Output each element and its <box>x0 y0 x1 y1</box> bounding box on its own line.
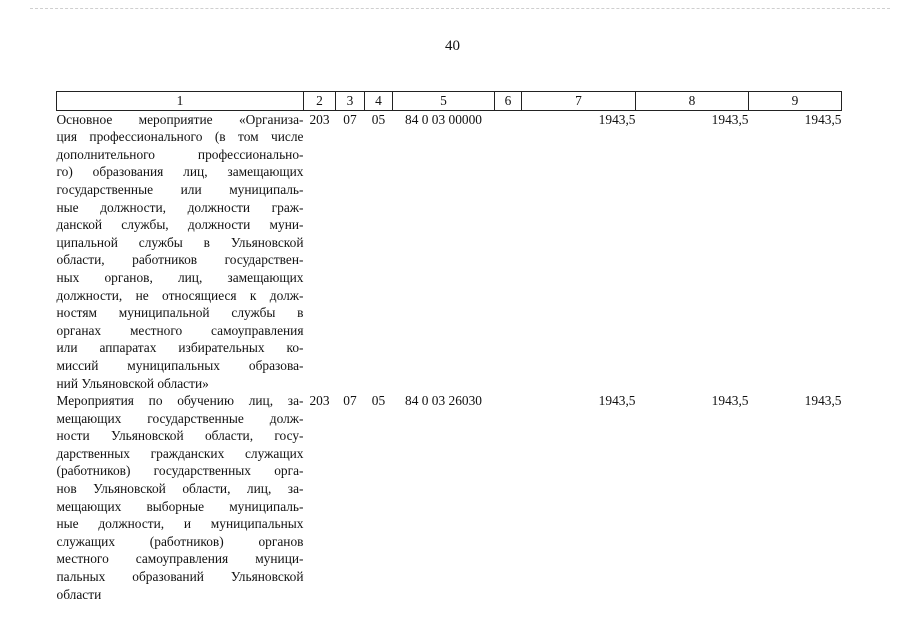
amount-col7: 1943,5 <box>598 111 636 127</box>
budget-table <box>56 91 842 603</box>
section-code: 203 <box>309 111 330 127</box>
description-line: местного самоуправления муници- <box>56 551 304 567</box>
header-row <box>57 92 842 111</box>
amount-col9: 1943,5 <box>804 393 842 409</box>
header-cell-7: 7 <box>522 92 636 111</box>
amount-col8: 1943,5 <box>711 111 749 127</box>
page-number: 40 <box>445 38 460 54</box>
row-description <box>57 392 304 603</box>
header-cell-4: 4 <box>365 92 393 111</box>
header-cell-9: 9 <box>749 92 842 111</box>
section-code: 203 <box>309 393 330 409</box>
description-line: дополнительного профессионально- <box>56 146 304 162</box>
header-cell-6: 6 <box>495 92 522 111</box>
header-cell-1: 1 <box>57 92 304 111</box>
description-line: государственные или муниципаль- <box>56 181 304 197</box>
description-line: нов Ульяновской области, лиц, за- <box>56 481 304 497</box>
description-line: Мероприятия по обучению лиц, за- <box>56 393 304 409</box>
target-article-code: 84 0 03 26030 <box>405 393 482 409</box>
description-line: мещающих выборные муниципаль- <box>56 498 304 514</box>
table-row <box>57 392 842 603</box>
description-line: ция профессионального (в том числе <box>56 129 304 145</box>
description-line: органах местного самоуправления <box>56 322 304 338</box>
description-line: данской службы, должности муни- <box>56 217 304 233</box>
description-line: служащих (работников) органов <box>56 533 304 549</box>
header-cell-2: 2 <box>304 92 336 111</box>
header-cell-5: 5 <box>393 92 495 111</box>
description-line: ных органов, лиц, замещающих <box>56 269 304 285</box>
description-line: области <box>56 586 102 602</box>
description-line: Основное мероприятие «Организа- <box>56 111 304 127</box>
description-line: пальных образований Ульяновской <box>56 569 304 585</box>
subsection-item-code: 05 <box>371 393 386 409</box>
scan-artifact-line <box>30 8 890 9</box>
description-line: ний Ульяновской области» <box>56 375 209 391</box>
target-article-code: 84 0 03 00000 <box>405 111 482 127</box>
header-cell-3: 3 <box>336 92 365 111</box>
description-line: ности Ульяновской области, госу- <box>56 428 304 444</box>
description-line: мещающих государственные долж- <box>56 410 304 426</box>
description-line: ципальной службы в Ульяновской <box>56 234 304 250</box>
description-line: должности, не относящиеся к долж- <box>56 287 304 303</box>
table-row <box>57 110 842 392</box>
amount-col9: 1943,5 <box>804 111 842 127</box>
description-line: (работников) государственных орга- <box>56 463 304 479</box>
description-line: миссий муниципальных образова- <box>56 357 304 373</box>
description-line: ные должности, и муниципальных <box>56 516 304 532</box>
description-line: го) образования лиц, замещающих <box>56 164 304 180</box>
amount-col8: 1943,5 <box>711 393 749 409</box>
subsection-code: 07 <box>343 393 357 409</box>
expense-type-code <box>495 392 522 603</box>
subsection-code: 07 <box>343 111 357 127</box>
description-line: ностям муниципальной службы в <box>56 305 304 321</box>
description-line: или аппаратах избирательных ко- <box>56 340 304 356</box>
amount-col7: 1943,5 <box>598 393 636 409</box>
description-line: области, работников государствен- <box>56 252 304 268</box>
row-description <box>57 110 304 392</box>
description-line: ные должности, должности граж- <box>56 199 304 215</box>
expense-type-code <box>495 110 522 392</box>
subsection-item-code: 05 <box>371 111 386 127</box>
header-cell-8: 8 <box>636 92 749 111</box>
description-line: дарственных гражданских служащих <box>56 445 304 461</box>
